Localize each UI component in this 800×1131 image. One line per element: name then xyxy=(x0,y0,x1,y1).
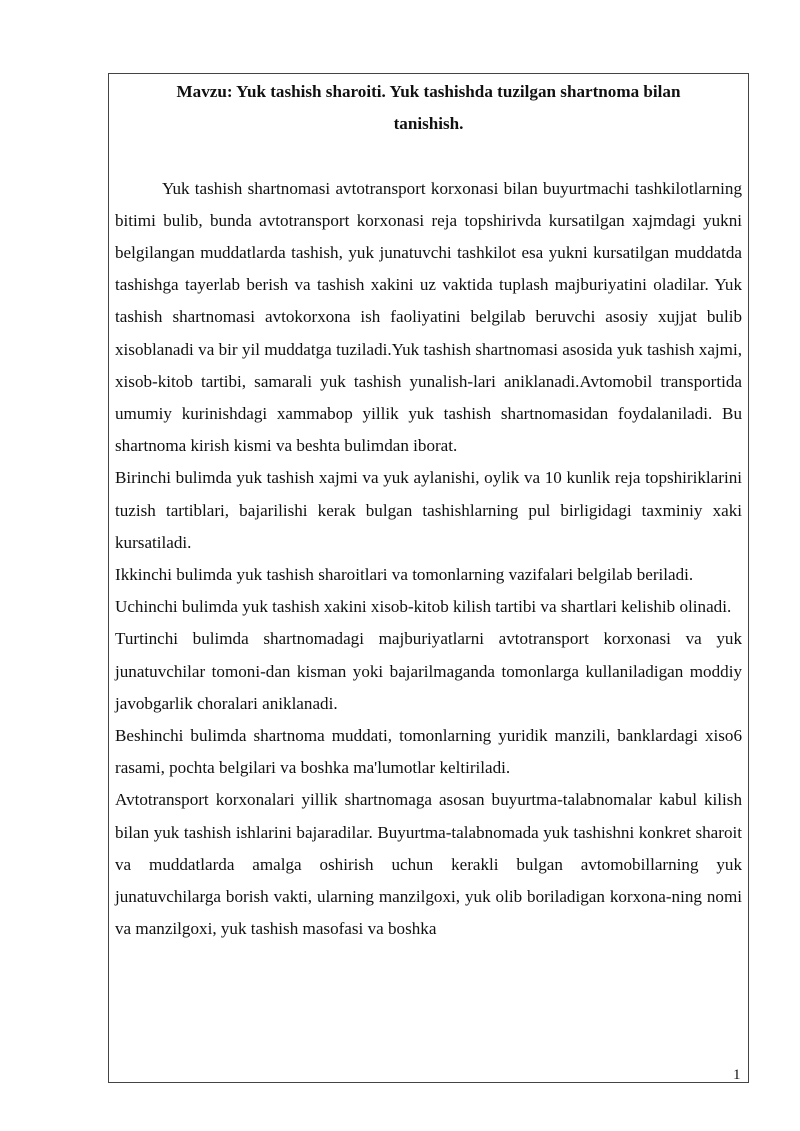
title-line-1: Mavzu: Yuk tashish sharoiti. Yuk tashishda tuzilgan shartnoma bilan xyxy=(176,82,681,101)
document-body xyxy=(115,76,742,945)
paragraph-section-1: Birinchi bulimda yuk tashish xajmi va yuk aylanishi, oylik va 10 kunlik reja topshiriklarini tuzish tartiblari, bajarilishi kerak bulgan tashishlarning pul birligidagi taxminiy xaki kursatiladi. xyxy=(115,468,742,552)
paragraph-section-2: Ikkinchi bulimda yuk tashish sharoitlari va tomonlarning vazifalari belgilab beriladi. xyxy=(115,565,694,585)
page-number: 1 xyxy=(733,1067,741,1083)
blank-line xyxy=(115,140,742,172)
paragraph-section-5: Beshinchi bulimda shartnoma muddati, tomonlarning yuridik manzili, banklardagi xiso6 rasami, pochta belgilari va boshka ma'lumotlar keltiriladi. xyxy=(115,726,742,778)
paragraph-section-4: Turtinchi bulimda shartnomadagi majburiyatlarni avtotransport korxonasi va yuk junatuvchilar tomoni-dan kisman yoki bajarilmaganda tomonlarga kullaniladigan moddiy javobgarlik choralari aniklanadi. xyxy=(115,629,742,713)
paragraph-intro: Yuk tashish shartnomasi avtotransport korxonasi bilan buyurtmachi tashkilotlarning bitimi bulib, bunda avtotransport korxonasi reja topshirivda kursatilgan xajmdagi yukni belgilangan muddatlarda tashish, yuk junatuvchi tashkilot esa yukni kursatilgan muddatda tashishga tayerlab berish va tashish xakini uz vaktida tuplash majburiyatini oladilar. Yuk tashish shartnomasi avtokorxona ish faoliyatini belgilab beruvchi asosiy xujjat bulib xisoblanadi va bir yil muddatga tuziladi.Yuk tashish shartnomasi asosida yuk tashish xajmi, xisob-kitob tartibi, samarali yuk tashish yunalish-lari aniklanadi.Avtomobil transportida umumiy kurinishdagi xammabop yillik yuk tashish shartnomasidan foydalaniladi. Bu shartnoma kirish kismi va beshta bulimdan iborat. xyxy=(115,178,742,456)
paragraph-orders: Avtotransport korxonalari yillik shartnomaga asosan buyurtma-talabnomalar kabul kilish bilan yuk tashish ishlarini bajaradilar. Buyurtma-talabnomada yuk tashishni konkret sharoit va muddatlarda amalga oshirish uchun kerakli bulgan avtomobillarning yuk junatuvchilarga borish vakti, ularning manzilgoxi, yuk olib boriladigan korxona-ning nomi va manzilgoxi, yuk tashish masofasi va boshka xyxy=(115,790,742,939)
document-title xyxy=(115,76,742,140)
paragraph-section-3: Uchinchi bulimda yuk tashish xakini xisob-kitob kilish tartibi va shartlari kelishib olinadi. xyxy=(115,597,732,617)
title-line-2: tanishish. xyxy=(393,114,464,134)
